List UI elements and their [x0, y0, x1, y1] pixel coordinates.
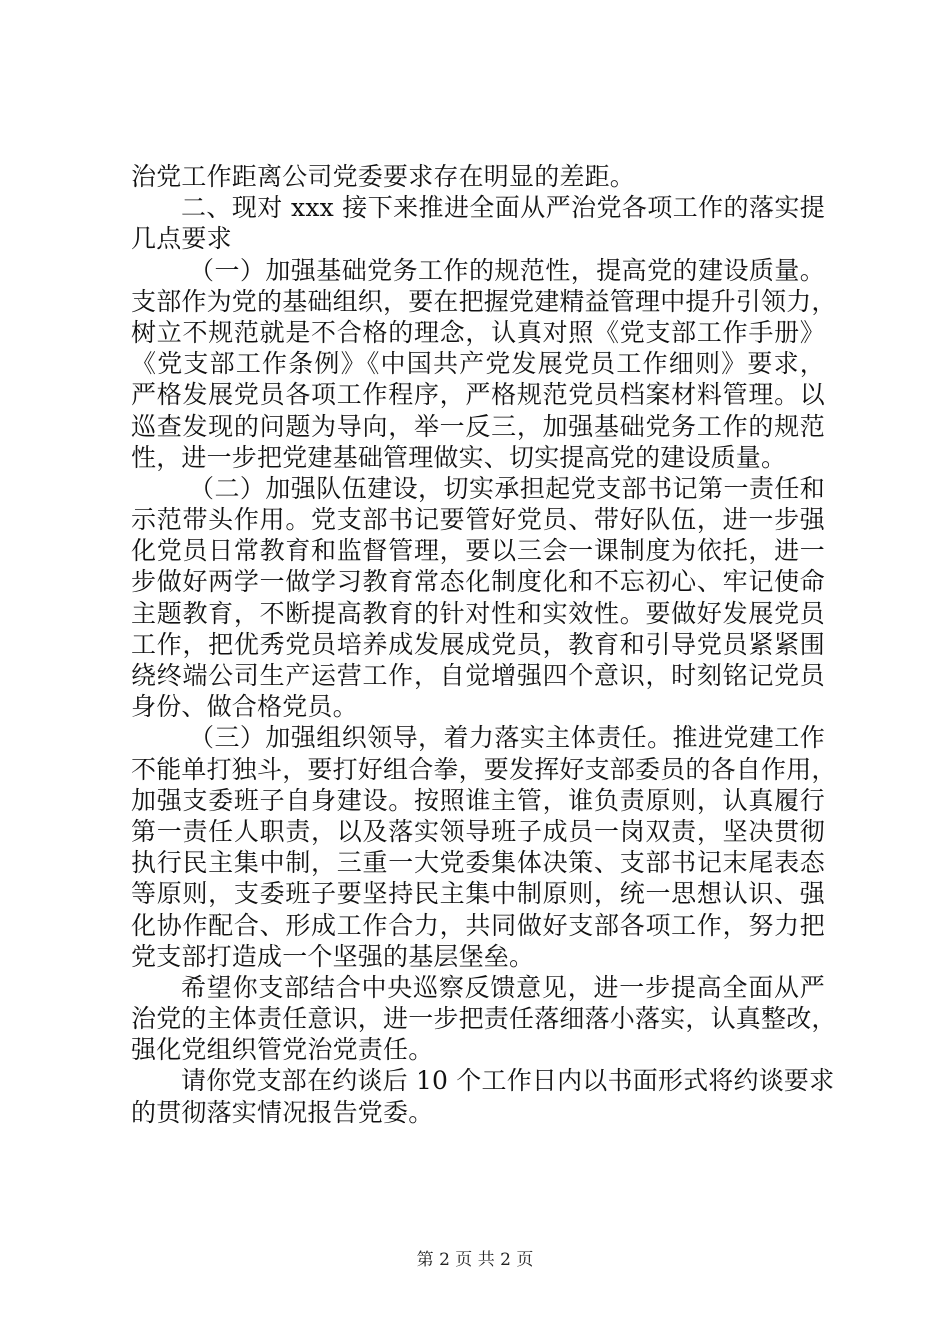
text-line: （一）加强基础党务工作的规范性，提高党的建设质量。	[189, 255, 825, 285]
text-line: （三）加强组织领导，着力落实主体责任。推进党建工作	[189, 723, 825, 753]
text-line: 等原则，支委班子要坚持民主集中制原则，统一思想认识、强	[131, 879, 825, 909]
text-line: 治党的主体责任意识，进一步把责任落细落小落实，认真整改，	[131, 1004, 837, 1034]
text-line: 党支部打造成一个坚强的基层堡垒。	[131, 941, 535, 971]
text-line: 工作，把优秀党员培养成发展成党员，教育和引导党员紧紧围	[131, 629, 825, 659]
text-line: 支部作为党的基础组织，要在把握党建精益管理中提升引领力，	[131, 286, 837, 316]
text-line: 《党支部工作条例》《中国共产党发展党员工作细则》要求，	[131, 349, 825, 379]
text-line: 绕终端公司生产运营工作，自觉增强四个意识，时刻铭记党员	[131, 661, 825, 690]
text-line: 严格发展党员各项工作程序，严格规范党员档案材料管理。以	[131, 380, 825, 410]
text-line: 主题教育，不断提高教育的针对性和实效性。要做好发展党员	[131, 598, 825, 628]
text-line: 化党员日常教育和监督管理，要以三会一课制度为依托，进一	[131, 536, 825, 566]
text-line: 几点要求	[131, 224, 232, 254]
text-line: 希望你支部结合中央巡察反馈意见，进一步提高全面从严	[181, 972, 825, 1002]
text-line: 第一责任人职责，以及落实领导班子成员一岗双责，坚决贯彻	[131, 816, 825, 846]
text-line: 加强支委班子自身建设。按照谁主管，谁负责原则，认真履行	[131, 785, 825, 815]
page-footer: 第 2 页 共 2 页	[416, 1250, 534, 1270]
text-line: 示范带头作用。党支部书记要管好党员、带好队伍，进一步强	[131, 505, 825, 535]
text-line: （二）加强队伍建设，切实承担起党支部书记第一责任和	[189, 473, 825, 503]
text-line: 二、现对 xxx 接下来推进全面从严治党各项工作的落实提	[181, 193, 825, 223]
text-line: 性，进一步把党建基础管理做实、切实提高党的建设质量。	[131, 442, 787, 472]
document-body	[131, 162, 837, 1129]
text-line: 身份、做合格党员。	[131, 692, 358, 722]
text-line: 的贯彻落实情况报告党委。	[131, 1097, 434, 1127]
text-line: 巡查发现的问题为导向，举一反三，加强基础党务工作的规范	[131, 411, 825, 441]
text-line: 执行民主集中制，三重一大党委集体决策、支部书记末尾表态	[131, 848, 825, 878]
text-line: 化协作配合、形成工作合力，共同做好支部各项工作，努力把	[131, 910, 825, 940]
text-line: 强化党组织管党治党责任。	[131, 1035, 434, 1065]
text-line: 步做好两学一做学习教育常态化制度化和不忘初心、牢记使命	[131, 567, 825, 597]
text-line: 请你党支部在约谈后 10 个工作日内以书面形式将约谈要求	[181, 1066, 835, 1096]
text-line: 治党工作距离公司党委要求存在明显的差距。	[131, 162, 636, 191]
text-line: 树立不规范就是不合格的理念，认真对照《党支部工作手册》	[131, 317, 825, 347]
text-line: 不能单打独斗，要打好组合拳，要发挥好支部委员的各自作用，	[131, 754, 837, 784]
